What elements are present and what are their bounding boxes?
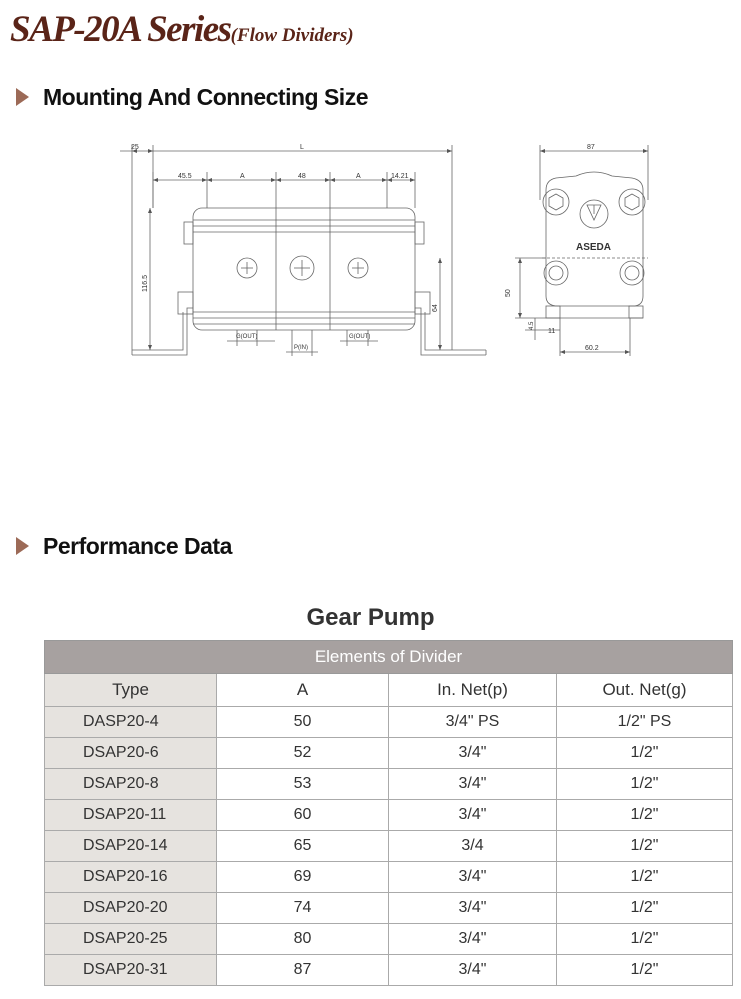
table-row [45,769,733,800]
cell-type: DSAP20-16 [45,862,217,893]
cell-in-net: 3/4" [389,800,557,831]
dim-11: 11 [548,328,556,335]
cell-type: DSAP20-20 [45,893,217,924]
cell-in-net: 3/4" [389,769,557,800]
cell-in-net: 3/4" [389,955,557,986]
dim-50: 50 [505,289,512,297]
cell-in-net: 3/4" [389,862,557,893]
dim-gout-1: G(OUT) [236,334,258,340]
cell-in-net: 3/4" [389,924,557,955]
triangle-bullet-icon [16,537,29,555]
cell-in-net: 3/4" [389,738,557,769]
cell-in-net: 3/4 [389,831,557,862]
dim-pin: P(IN) [294,345,308,351]
section-label: Performance Data [43,532,232,559]
cell-out-net: 1/2" [557,955,733,986]
cell-out-net: 1/2" [557,800,733,831]
cell-type: DASP20-4 [45,707,217,738]
table-row [45,738,733,769]
performance-table [44,640,733,986]
title-sub: (Flow Dividers) [230,25,354,46]
brand-label: ASEDA [576,242,612,253]
table-row [45,862,733,893]
cell-in-net: 3/4" PS [389,707,557,738]
table-group-header: Elements of Divider [45,641,733,674]
table-row [45,924,733,955]
section-label: Mounting And Connecting Size [43,83,368,110]
cell-out-net: 1/2" [557,769,733,800]
dim-87: 87 [587,144,595,151]
table-row [45,955,733,986]
cell-a: 50 [217,707,389,738]
dim-45-5: 45.5 [178,173,192,180]
title-main: SAP-20A Series [10,9,231,50]
cell-type: DSAP20-8 [45,769,217,800]
column-header-type: Type [45,674,217,707]
cell-out-net: 1/2" [557,831,733,862]
table-row [45,707,733,738]
section-heading-performance [16,533,232,559]
technical-drawing [0,0,741,420]
column-header-out-net: Out. Net(g) [557,674,733,707]
cell-a: 65 [217,831,389,862]
dim-gout-2: G(OUT) [349,334,371,340]
cell-out-net: 1/2" [557,893,733,924]
cell-out-net: 1/2" [557,924,733,955]
table-row [45,800,733,831]
table-title: Gear Pump [306,604,435,631]
cell-in-net: 3/4" [389,893,557,924]
side-body [546,172,643,306]
dim-116-5: 116.5 [142,275,149,292]
cell-a: 74 [217,893,389,924]
dim-A-2: A [356,173,361,180]
cell-a: 69 [217,862,389,893]
cell-out-net: 1/2" [557,738,733,769]
dim-64: 64 [432,304,439,312]
cell-type: DSAP20-11 [45,800,217,831]
table-row [45,893,733,924]
cell-out-net: 1/2" [557,862,733,893]
cell-type: DSAP20-25 [45,924,217,955]
cell-out-net: 1/2" PS [557,707,733,738]
dim-25: 25 [131,144,139,151]
cell-a: 53 [217,769,389,800]
cell-type: DSAP20-31 [45,955,217,986]
dim-A-1: A [240,173,245,180]
column-header-in-net: In. Net(p) [389,674,557,707]
cell-a: 80 [217,924,389,955]
dim-4-5: 4.5 [529,321,535,330]
cell-a: 52 [217,738,389,769]
dim-60-2: 60.2 [585,345,599,352]
cell-a: 60 [217,800,389,831]
dim-L: L [300,144,304,151]
table-row [45,831,733,862]
dim-14-21: 14.21 [391,173,409,180]
dim-48: 48 [298,173,306,180]
column-header-a: A [217,674,389,707]
cell-type: DSAP20-14 [45,831,217,862]
cell-type: DSAP20-6 [45,738,217,769]
cell-a: 87 [217,955,389,986]
